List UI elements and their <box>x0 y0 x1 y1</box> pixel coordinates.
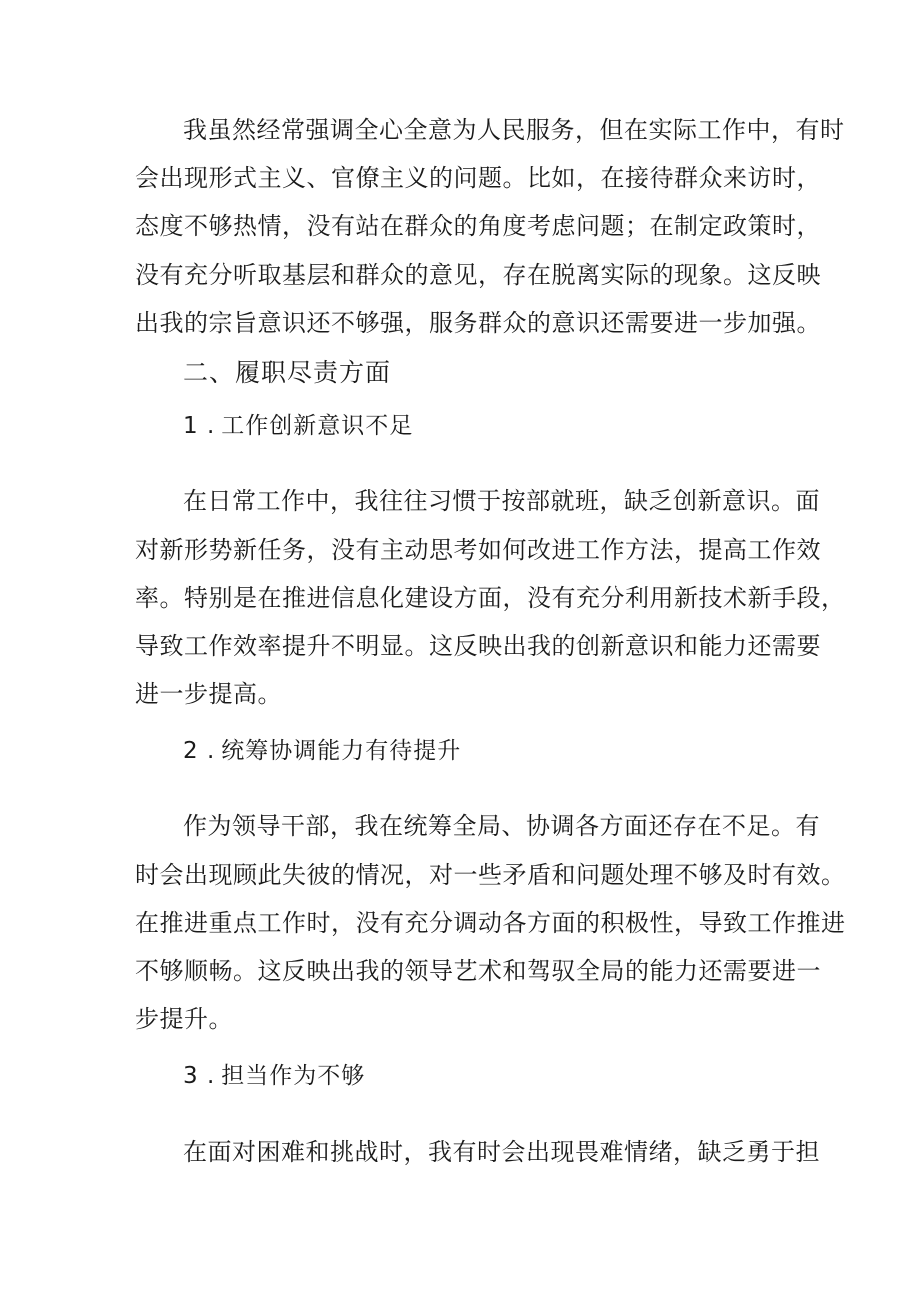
subheading-number: 3 . <box>183 1063 216 1089</box>
paragraph-line: 在面对困难和挑战时，我有时会出现畏难情绪，缺乏勇于担 <box>183 1138 820 1166</box>
paragraph-line: 在推进重点工作时，没有充分调动各方面的积极性，导致工作推进 <box>135 909 846 937</box>
subheading-title: 统筹协调能力有待提升 <box>221 738 462 764</box>
paragraph-line: 在日常工作中，我往往习惯于按部就班，缺乏创新意识。面 <box>183 487 820 515</box>
subheading-number: 2 . <box>183 738 216 764</box>
paragraph-line: 进一步提高。 <box>135 680 282 708</box>
subheading-title: 工作创新意识不足 <box>221 413 414 439</box>
subheading-1 <box>183 408 413 444</box>
paragraph-line: 态度不够热情，没有站在群众的角度考虑问题；在制定政策时， <box>135 212 821 240</box>
paragraph-line: 导致工作效率提升不明显。这反映出我的创新意识和能力还需要 <box>135 632 821 660</box>
paragraph-line: 会出现形式主义、官僚主义的问题。比如，在接待群众来访时， <box>135 164 821 192</box>
subheading-2 <box>183 733 461 769</box>
paragraph-line: 时会出现顾此失彼的情况，对一些矛盾和问题处理不够及时有效。 <box>135 861 846 889</box>
paragraph-line: 出我的宗旨意识还不够强，服务群众的意识还需要进一步加强。 <box>135 309 821 337</box>
subheading-3 <box>183 1058 365 1094</box>
paragraph-line: 对新形势新任务，没有主动思考如何改进工作方法，提高工作效 <box>135 536 821 564</box>
section-heading: 二、履职尽责方面 <box>183 358 392 387</box>
paragraph-line: 作为领导干部，我在统筹全局、协调各方面还存在不足。有 <box>183 812 820 840</box>
subheading-number: 1 . <box>183 413 216 439</box>
subheading-title: 担当作为不够 <box>221 1063 366 1089</box>
paragraph-line: 没有充分听取基层和群众的意见，存在脱离实际的现象。这反映 <box>135 261 821 289</box>
paragraph-line: 不够顺畅。这反映出我的领导艺术和驾驭全局的能力还需要进一 <box>135 957 821 985</box>
paragraph-line: 我虽然经常强调全心全意为人民服务，但在实际工作中，有时 <box>183 116 845 144</box>
paragraph-line: 率。特别是在推进信息化建设方面，没有充分利用新技术新手段， <box>135 584 846 612</box>
paragraph-line: 步提升。 <box>135 1005 233 1033</box>
